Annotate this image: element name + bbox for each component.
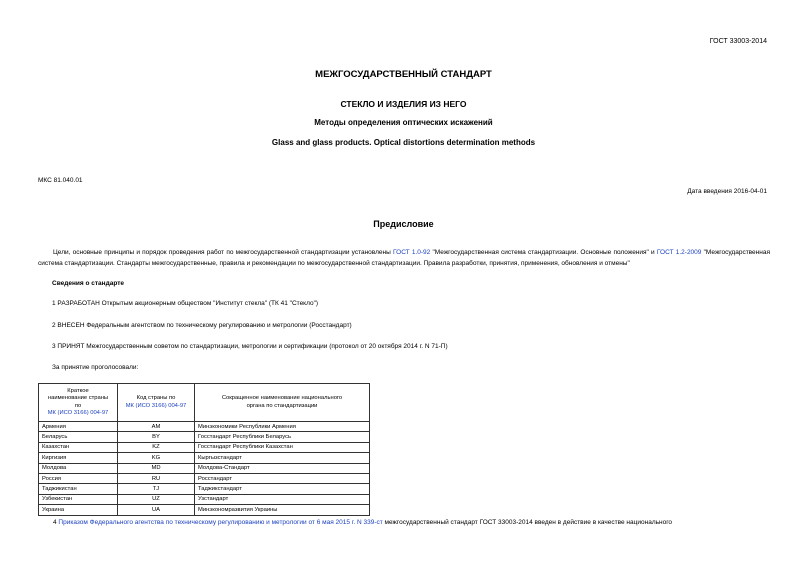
country-cell: Молдова <box>39 463 118 473</box>
header-text: наименование страны <box>47 395 109 402</box>
country-cell: Киргизия <box>39 453 118 463</box>
body-cell: Госстандарт Республики Беларусь <box>195 432 370 442</box>
item-4-number: 4 <box>53 519 59 526</box>
gost-1-0-link[interactable]: ГОСТ 1.0-92 <box>392 249 431 256</box>
order-link[interactable]: Приказом Федерального агентства по техническому регулированию и метрологии от 6 мая 2015 г. N 339-ст <box>58 519 383 526</box>
code-cell: AM <box>118 422 195 432</box>
voting-countries-table <box>38 383 370 516</box>
country-cell: Армения <box>39 422 118 432</box>
table-row <box>39 484 370 494</box>
standard-type: МЕЖГОСУДАРСТВЕННЫЙ СТАНДАРТ <box>315 69 492 80</box>
table-row <box>39 432 370 442</box>
table-header-row <box>39 384 370 422</box>
intro-text-3: "Межгосударственная система стандартизации. Стандарты межгосударственные, правила и рекомендации по межгосударственной стандартизации. Правила разработки, принятия, применения, обновления и отмены" <box>38 249 770 267</box>
body-cell: Кыргызстандарт <box>195 453 370 463</box>
body-cell: Таджикстандарт <box>195 484 370 494</box>
table-row <box>39 442 370 452</box>
mk-iso-link[interactable]: МК (ИСО 3166) 004-97 <box>125 402 187 409</box>
code-cell: MD <box>118 463 195 473</box>
table-row <box>39 473 370 483</box>
code-cell: RU <box>118 473 195 483</box>
document-id: ГОСТ 33003-2014 <box>709 38 767 45</box>
standards-body-header <box>195 384 370 422</box>
table-row <box>39 505 370 515</box>
header-text: Краткое <box>67 387 89 394</box>
table-row <box>39 463 370 473</box>
mk-iso-link[interactable]: МК (ИСО 3166) 004-97 <box>47 409 109 416</box>
document-title: СТЕКЛО И ИЗДЕЛИЯ ИЗ НЕГО <box>340 99 467 109</box>
code-cell: KG <box>118 453 195 463</box>
code-cell: KZ <box>118 442 195 452</box>
table-row <box>39 494 370 504</box>
item-1-developed: 1 РАЗРАБОТАН Открытым акционерным обществом "Институт стекла" (ТК 41 "Стекло") <box>52 300 319 307</box>
gost-1-2-link[interactable]: ГОСТ 1.2-2009 <box>656 249 702 256</box>
table-row <box>39 422 370 432</box>
country-name-header <box>39 384 118 422</box>
country-cell: Украина <box>39 505 118 515</box>
document-title-english: Glass and glass products. Optical distortions determination methods <box>271 138 536 147</box>
header-text: Код страны по <box>136 395 176 402</box>
header-text: органа по стандартизации <box>246 402 318 409</box>
item-4-text: межгосударственный стандарт ГОСТ 33003-2014 введен в действие в качестве национального <box>382 519 673 526</box>
item-4-enacted <box>38 519 770 526</box>
header-text: Сокращенное наименование национального <box>221 395 343 402</box>
body-cell: Госстандарт Республики Казахстан <box>195 442 370 452</box>
code-cell: TJ <box>118 484 195 494</box>
introduction-date: Дата введения 2016-04-01 <box>687 188 767 195</box>
item-3-adopted: 3 ПРИНЯТ Межгосударственным советом по стандартизации, метрологии и сертификации (протокол от 20 октября 2014 г. N 71-П) <box>52 343 448 350</box>
mks-code: МКС 81.040.01 <box>38 177 83 184</box>
country-cell: Казахстан <box>39 442 118 452</box>
body-cell: Узстандарт <box>195 494 370 504</box>
country-cell: Узбекистан <box>39 494 118 504</box>
body-cell: Минэкономики Республики Армения <box>195 422 370 432</box>
country-cell: Таджикистан <box>39 484 118 494</box>
body-cell: Молдова-Стандарт <box>195 463 370 473</box>
header-text: по <box>74 402 82 409</box>
code-cell: BY <box>118 432 195 442</box>
country-cell: Россия <box>39 473 118 483</box>
code-cell: UA <box>118 505 195 515</box>
about-standard-heading: Сведения о стандарте <box>52 280 125 287</box>
item-2-submitted: 2 ВНЕСЕН Федеральным агентством по техническому регулированию и метрологии (Росстандарт) <box>52 322 352 329</box>
foreword-paragraph <box>38 248 770 269</box>
voted-label: За принятие проголосовали: <box>52 364 139 371</box>
table-row <box>39 453 370 463</box>
body-cell: Росстандарт <box>195 473 370 483</box>
country-code-header <box>118 384 195 422</box>
foreword-heading: Предисловие <box>373 219 434 229</box>
document-subtitle: Методы определения оптических искажений <box>314 118 493 127</box>
intro-text-1: Цели, основные принципы и порядок проведения работ по межгосударственной стандартизации установлены <box>53 249 393 256</box>
body-cell: Минэкономразвития Украины <box>195 505 370 515</box>
code-cell: UZ <box>118 494 195 504</box>
intro-text-2: "Межгосударственная система стандартизации. Основные положения" и <box>430 249 657 256</box>
country-cell: Беларусь <box>39 432 118 442</box>
